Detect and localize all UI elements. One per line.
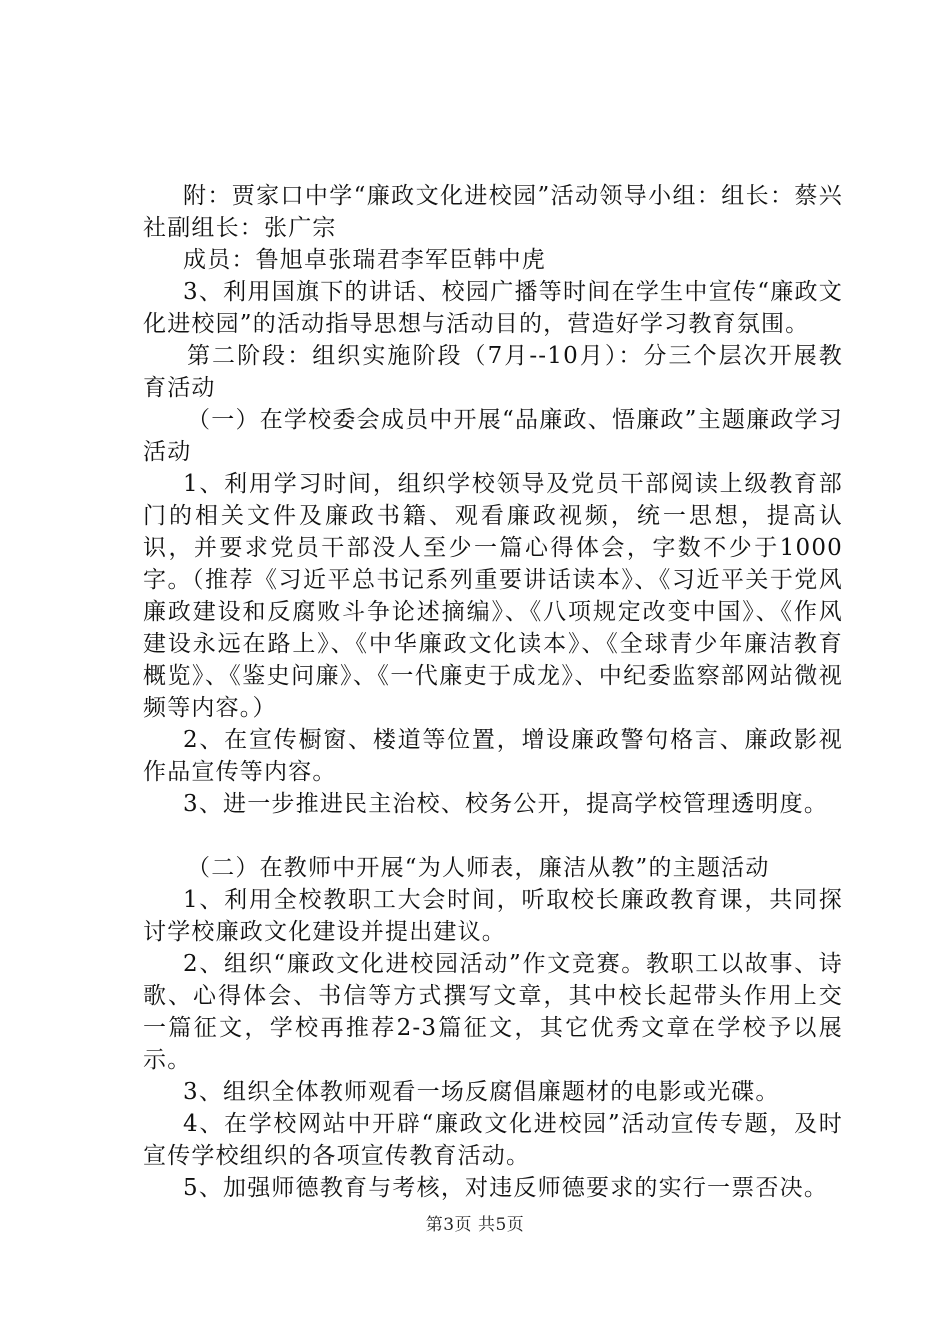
paragraph-ethics-assessment: 5、加强师德教育与考核，对违反师德要求的实行一票否决。 (183, 1175, 829, 1201)
paragraph-website-column: 4、在学校网站中开辟“廉政文化进校园”活动宣传专题，及时宣传学校组织的各项宣传教育活动。 (143, 1111, 843, 1169)
paragraph-study-time: 1、利用学习时间，组织学校领导及党员干部阅读上级教育部门的相关文件及廉政书籍、观看廉政视频，统一思想，提高认识，并要求党员干部没人至少一篇心得体会，字数不少于1000字。（推荐《习近平总书记系列重要讲话读本》、《习近平关于党风廉政建设和反腐败斗争论述摘编》、《八项规定改变中国》、《作风建设永远在路上》、《中华廉政文化读本》、《全球青少年廉洁教育概览》、《鉴史问廉》、《一代廉吏于成龙》、中纪委监察部网站微视频等内容。） (143, 471, 843, 721)
page-number-footer: 第3页 共5页 (425, 1215, 525, 1235)
paragraph-staff-meeting: 1、利用全校教职工大会时间，听取校长廉政教育课，共同探讨学校廉政文化建设并提出建议。 (143, 887, 843, 945)
paragraph-flag-speech: 3、利用国旗下的讲话、校园广播等时间在学生中宣传“廉政文化进校园”的活动指导思想与活动目的，营造好学习教育氛围。 (143, 279, 843, 337)
paragraph-essay-contest: 2、组织“廉政文化进校园活动”作文竞赛。教职工以故事、诗歌、心得体会、书信等方式撰写文章，其中校长起带头作用上交一篇征文，学校再推荐2-3篇征文，其它优秀文章在学校予以展示。 (143, 951, 843, 1073)
section-heading-committee: （一）在学校委会成员中开展“品廉政、悟廉政”主题廉政学习活动 (143, 407, 843, 465)
paragraph-members: 成员：鲁旭卓张瑞君李军臣韩中虎 (183, 247, 546, 273)
paragraph-democratic-governance: 3、进一步推进民主治校、校务公开，提高学校管理透明度。 (183, 791, 829, 817)
paragraph-display-windows: 2、在宣传橱窗、楼道等位置，增设廉政警句格言、廉政影视作品宣传等内容。 (143, 727, 843, 785)
paragraph-film-viewing: 3、组织全体教师观看一场反腐倡廉题材的电影或光碟。 (183, 1079, 780, 1105)
section-heading-teachers: （二）在教师中开展“为人师表，廉洁从教”的主题活动 (187, 855, 770, 881)
paragraph-leadership-group: 附：贾家口中学“廉政文化进校园”活动领导小组：组长：蔡兴社副组长：张广宗 (143, 183, 843, 241)
paragraph-gap (143, 820, 843, 852)
paragraph-stage-two: 第二阶段：组织实施阶段（7月--10月）：分三个层次开展教育活动 (143, 343, 843, 401)
document-body (143, 180, 843, 1204)
